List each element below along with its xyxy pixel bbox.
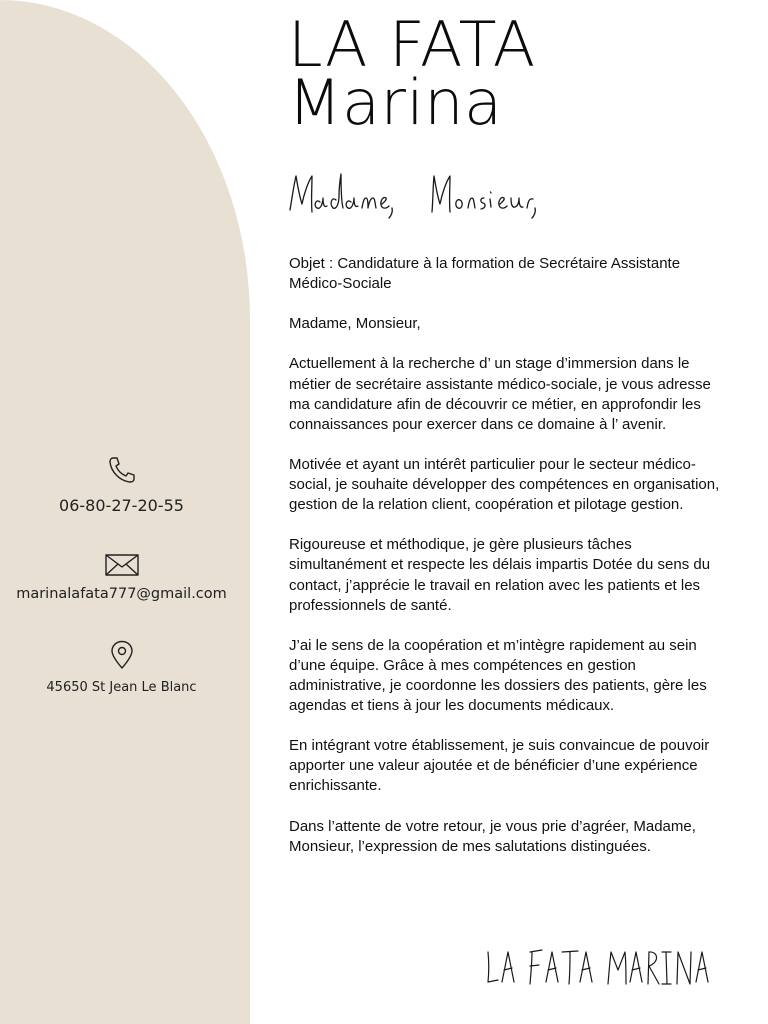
email-address[interactable]: marinalafata777@gmail.com <box>16 586 227 602</box>
letter-body <box>289 254 729 877</box>
letter-object: Objet : Candidature à la formation de Secrétaire Assistante Médico-Sociale <box>289 255 681 293</box>
contact-address <box>0 640 243 695</box>
handwritten-salutation <box>286 168 566 228</box>
location-pin-icon <box>109 640 135 670</box>
name-line-2: Marina <box>288 66 503 139</box>
phone-icon <box>106 454 138 486</box>
contact-phone <box>0 454 243 515</box>
letter-greeting: Madame, Monsieur, <box>289 315 421 333</box>
letter-paragraph-1: Actuellement à la recherche d’ un stage d’immersion dans le métier de secrétaire assistante médico-sociale, je vous adresse ma candidature afin de découvrir ce métier, en approfondir les connaissances pour exercer dans ce domaine à l’ avenir. <box>289 355 711 433</box>
letter-paragraph-2: Motivée et ayant un intérêt particulier pour le secteur médico-social, je souhaite développer des compétences en organisation, gestion de la relation client, coopération et pilotage gestion. <box>289 455 720 514</box>
letter-paragraph-5: En intégrant votre établissement, je suis convaincue de pouvoir apporter une valeur ajoutée et de bénéficier d’une expérience enrichissante. <box>289 737 710 795</box>
letter-paragraph-3: Rigoureuse et méthodique, je gère plusieurs tâches simultanément et respecte les délais impartis Dotée du sens du contact, j’apprécie le travail en relation avec les patients et les professionnels de santé. <box>289 536 711 614</box>
letter-paragraph-4: J’ai le sens de la coopération et m’intègre rapidement au sein d’une équipe. Grâce à mes compétences en gestion administrative, je coordonne les dossiers des patients, gère les agendas et tiens à jour les documents médicaux. <box>289 636 707 715</box>
contact-email <box>0 553 243 602</box>
phone-number[interactable]: 06-80-27-20-55 <box>59 496 184 515</box>
handwritten-signature <box>484 946 728 990</box>
applicant-name <box>288 8 537 139</box>
letter-paragraph-6: Dans l’attente de votre retour, je vous prie d’agréer, Madame, Monsieur, l’expression de mes salutations distinguées. <box>289 817 696 855</box>
postal-address: 45650 St Jean Le Blanc <box>46 680 197 695</box>
name-line-1: LA FATA <box>288 8 537 81</box>
mail-icon <box>105 553 139 577</box>
